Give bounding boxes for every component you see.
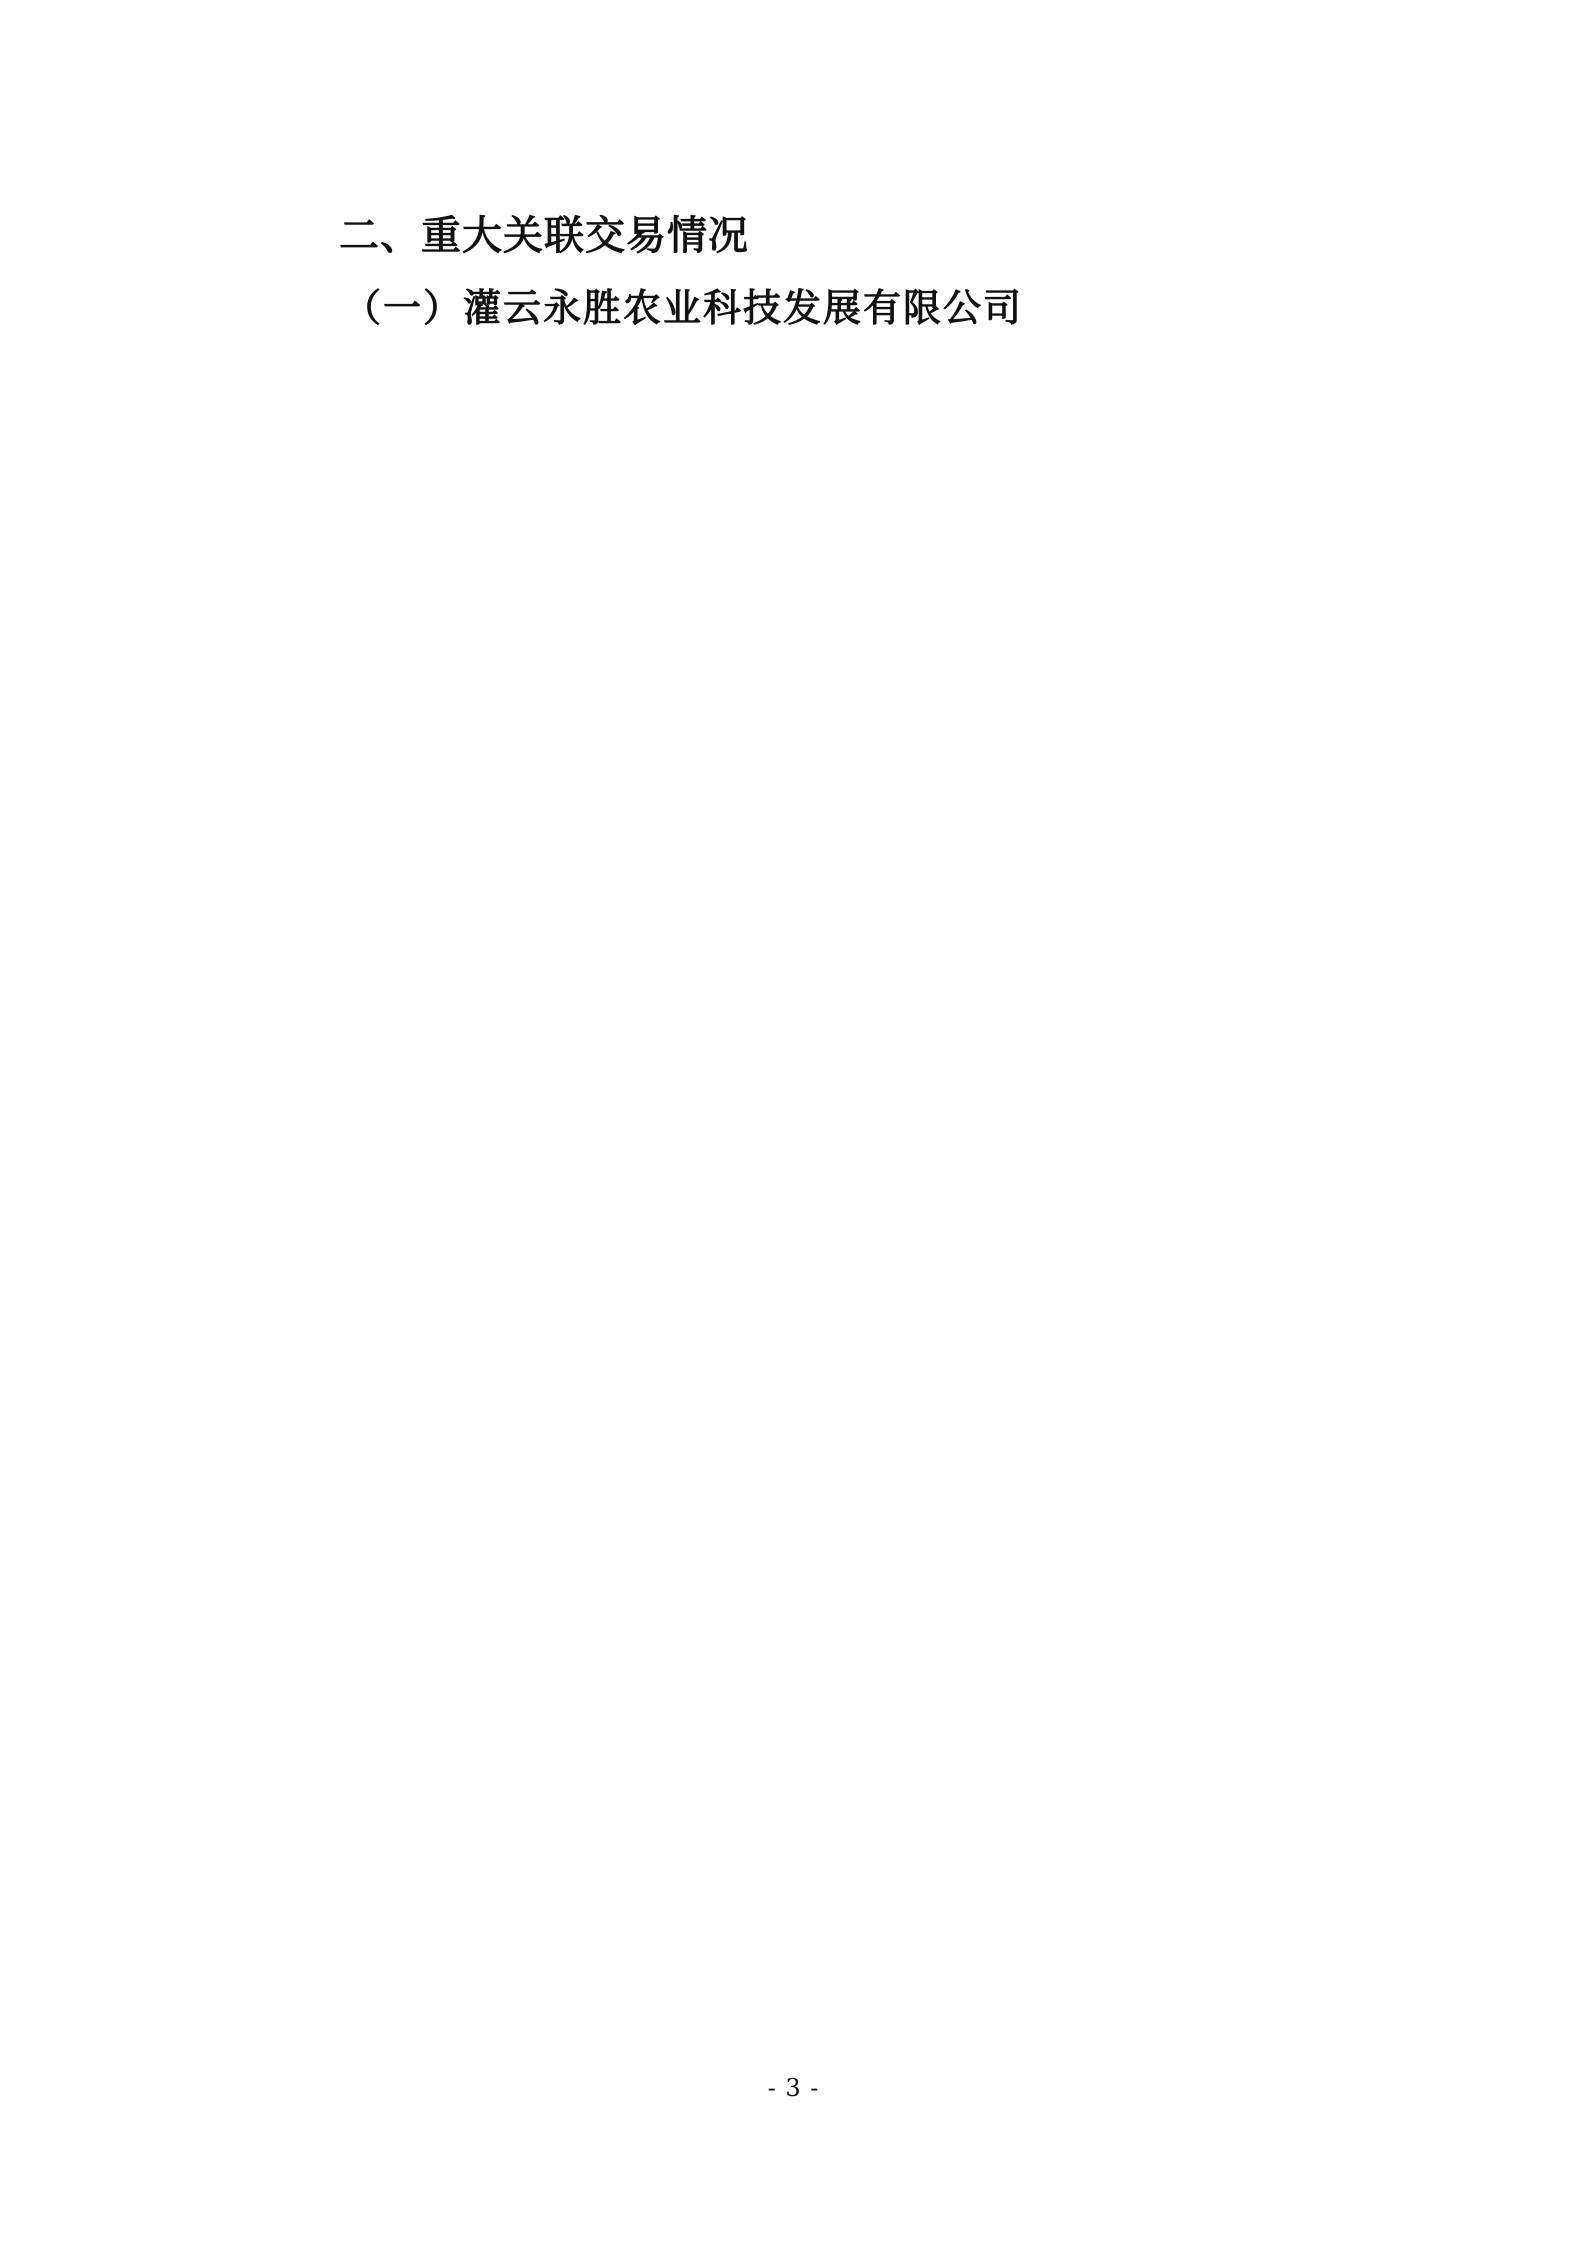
- subsection-heading: （一）灌云永胜农业科技发展有限公司: [343, 286, 1024, 330]
- section-heading: 二、重大关联交易情况: [339, 213, 749, 259]
- page-number: - 3 -: [767, 2074, 820, 2102]
- page-body: [243, 200, 1346, 362]
